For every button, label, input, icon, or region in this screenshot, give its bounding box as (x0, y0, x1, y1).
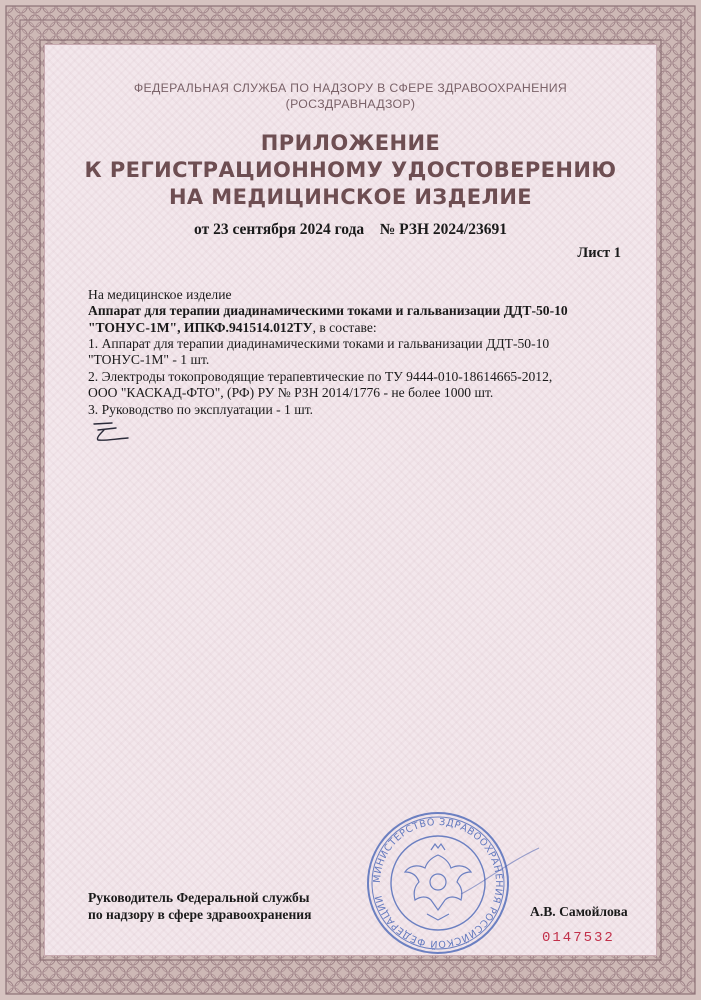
composition-label: , в составе: (312, 320, 377, 335)
list-item: ООО "КАСКАД-ФТО", (РФ) РУ № РЗН 2014/1776 - не более 1000 шт. (88, 385, 494, 400)
list-item: 1. Аппарат для терапии диадинамическими токами и гальванизации ДДТ-50-10 (88, 336, 550, 351)
intro-text: На медицинское изделие (88, 287, 232, 302)
list-item: 2. Электроды токопроводящие терапевтические по ТУ 9444-010-18614665-2012, (88, 369, 553, 384)
device-name-spec: "ТОНУС-1М", ИПКФ.941514.012ТУ (88, 320, 313, 335)
agency-name: ФЕДЕРАЛЬНАЯ СЛУЖБА ПО НАДЗОРУ В СФЕРЕ ЗДРАВООХРАНЕНИЯ (133, 81, 568, 95)
title-line-3: НА МЕДИЦИНСКОЕ ИЗДЕЛИЕ (168, 185, 533, 209)
signature-stroke (455, 842, 545, 902)
serial-number: 0147532 (542, 930, 615, 946)
agency-abbr: (РОСЗДРАВНАДЗОР) (285, 97, 416, 111)
number-sign: № (379, 221, 396, 238)
list-item: "ТОНУС-1М" - 1 шт. (88, 352, 210, 367)
title-line-2: К РЕГИСТРАЦИОННОМУ УДОСТОВЕРЕНИЮ (84, 158, 617, 182)
date-line (0, 221, 701, 239)
title-line-1: ПРИЛОЖЕНИЕ (260, 131, 441, 155)
issue-date: 23 сентября 2024 года (213, 221, 365, 238)
device-name-line-1: Аппарат для терапии диадинамическими токами и гальванизации ДДТ-50-10 (88, 303, 568, 318)
date-prefix: от (194, 221, 210, 238)
handwritten-mark (90, 418, 134, 444)
list-item: 3. Руководство по эксплуатации - 1 шт. (88, 402, 314, 417)
registration-number: РЗН 2024/23691 (399, 221, 507, 238)
position-line-1: Руководитель Федеральной службы (88, 890, 310, 905)
signatory-position (88, 889, 311, 923)
position-line-2: по надзору в сфере здравоохранения (88, 907, 312, 922)
device-name-line-2 (88, 320, 377, 336)
seal-text: МИНИСТЕРСТВО ЗДРАВООХРАНЕНИЯ РОССИЙСКОЙ ФЕДЕРАЦИИ (371, 816, 505, 950)
signer-name: А.В. Самойлова (530, 904, 628, 919)
sheet-number: Лист 1 (577, 245, 621, 261)
